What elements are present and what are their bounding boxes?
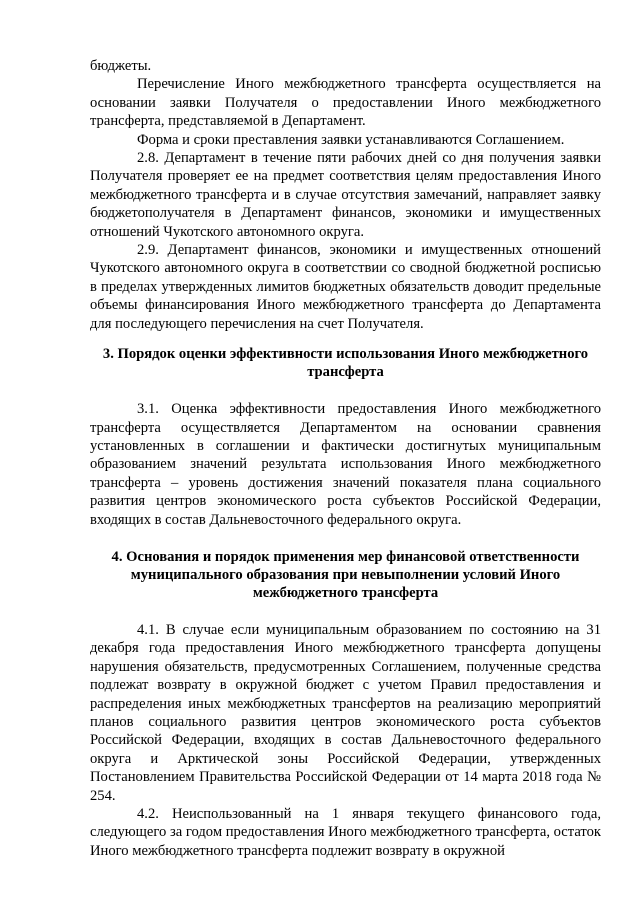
paragraph-3-1: 3.1. Оценка эффективности предоставления Иного межбюджетного трансферта осуществляется Департаментом на основании сравнения установленных в соглашении и фактически достигнутых муниципальным образованием значений результата использования Иного межбюджетного трансферта – уровень достижения значений показателя плана социального развития центров экономического роста субъектов Российской Федерации, входящих в состав Дальневосточного федерального округа. xyxy=(90,401,601,528)
paragraph-4-1: 4.1. В случае если муниципальным образованием по состоянию на 31 декабря года предоставления Иного межбюджетного трансферта допущены нарушения обязательств, предусмотренных Соглашением, полученные средства подлежат возврату в окружной бюджет с учетом Правил предоставления и распределения иных межбюджетных трансфертов на реализацию мероприятий планов социального развития центров экономического роста субъектов Российской Федерации, входящих в состав Дальневосточного федерального округа и Арктической зоны Российской Федерации, утвержденных Постановлением Правительства Российской Федерации от 14 марта 2018 года № 254. xyxy=(90,621,601,804)
paragraph-4-2: 4.2. Неиспользованный на 1 января текущего финансового года, следующего за годом предоставления Иного межбюджетного трансферта, остаток Иного межбюджетного трансферта подлежит возврату в окружной xyxy=(90,806,601,859)
spacer xyxy=(90,602,601,621)
paragraph-transfer-payment: Перечисление Иного межбюджетного трансферта осуществляется на основании заявки Получателя о предоставлении Иного межбюджетного трансферта, представляемой в Департамент. xyxy=(90,76,601,130)
paragraph-2-9: 2.9. Департамент финансов, экономики и имущественных отношений Чукотского автономного округа в соответствии со сводной бюджетной росписью в пределах утвержденных лимитов бюджетных обязательств доводит предельные объемы финансирования Иного межбюджетного трансферта до Департамента для последующего перечисления на счет Получателя. xyxy=(90,242,601,332)
spacer xyxy=(90,529,601,548)
document-body xyxy=(90,57,601,860)
section-4-heading-line-2: муниципального образования при невыполнении условий Иного xyxy=(130,566,561,583)
paragraph-2-8: 2.8. Департамент в течение пяти рабочих дней со дня получения заявки Получателя проверяет ее на предмет соответствия целям предоставления Иного межбюджетного трансферта и в случае отсутствия замечаний, направляет заявку бюджетополучателя в Департамент финансов, экономики и имущественных отношений Чукотского автономного округа. xyxy=(90,150,601,240)
section-4-heading-line-3: межбюджетного трансферта xyxy=(252,584,439,601)
paragraph-budget-tail: бюджеты. xyxy=(90,58,152,74)
spacer xyxy=(90,381,601,400)
spacer xyxy=(90,333,601,345)
section-3-heading-line-2: трансферта xyxy=(307,364,384,381)
section-4-heading xyxy=(90,548,601,602)
section-3-heading xyxy=(90,345,601,381)
paragraph-application-form: Форма и сроки преставления заявки устанавливаются Соглашением. xyxy=(137,131,565,148)
section-3-heading-line-1: 3. Порядок оценки эффективности использования Иного межбюджетного xyxy=(102,346,589,363)
section-4-heading-line-1: 4. Основания и порядок применения мер финансовой ответственности xyxy=(111,548,580,565)
